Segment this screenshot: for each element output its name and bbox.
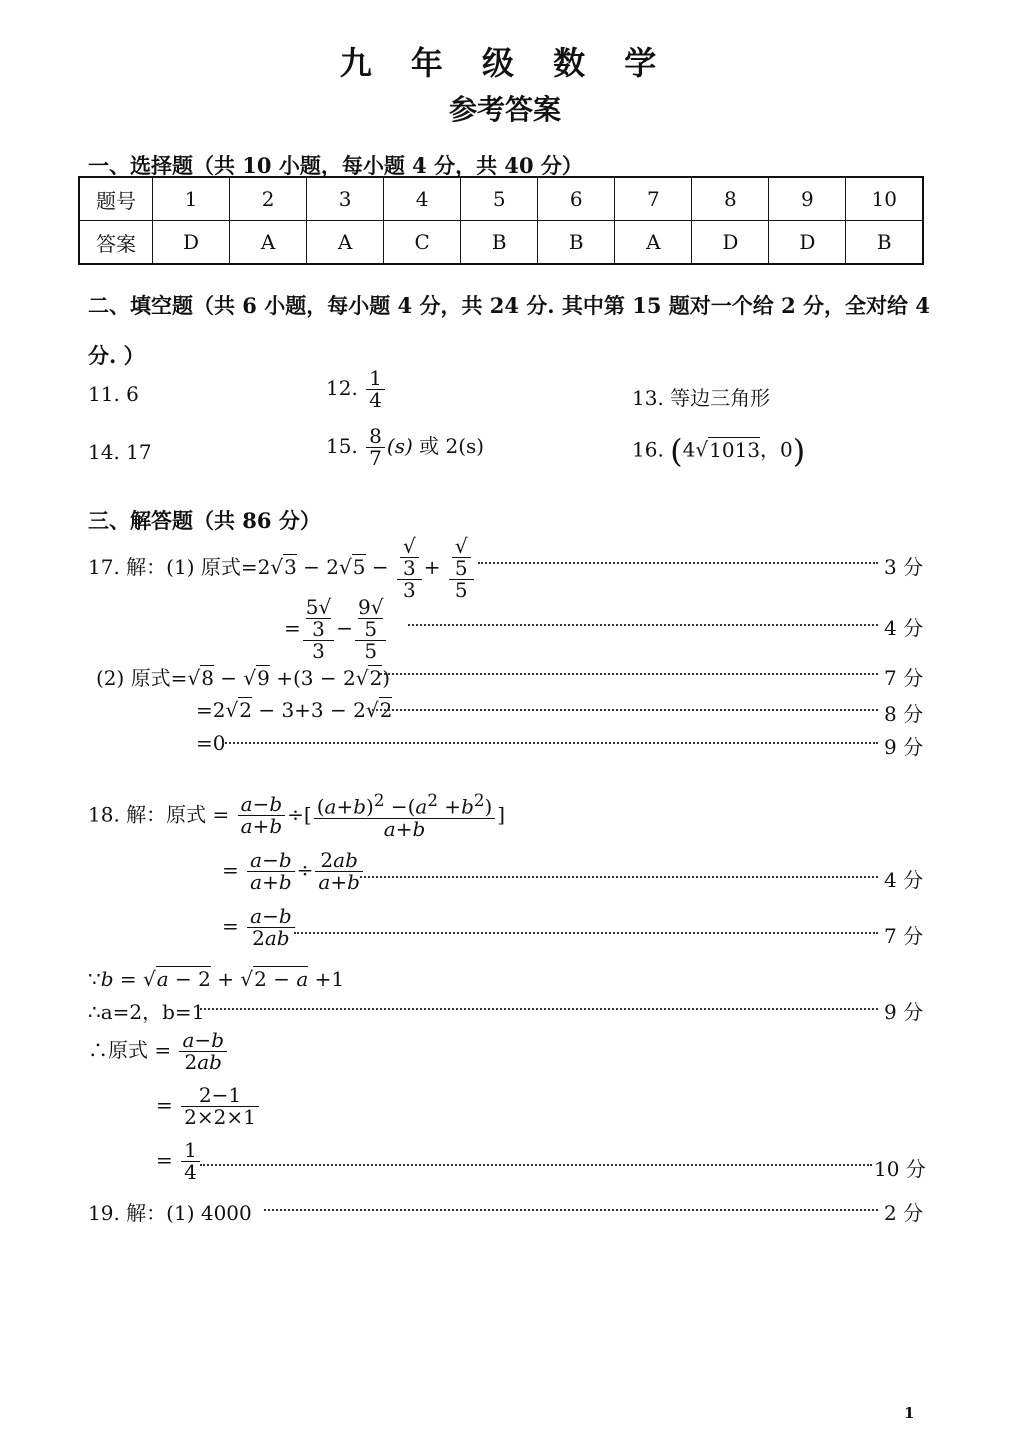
table-cell: 4 [384,177,461,221]
dotted-leader [372,709,878,711]
dotted-leader [408,624,878,626]
score: 9 分 [884,735,924,759]
q11-ans: 6 [126,382,139,406]
table-cell: 9 [769,177,846,221]
table-cell: A [230,221,307,265]
q15-denominator: 7 [369,446,382,470]
q14-ans: 17 [126,440,152,464]
q18-line1: 18. 解：原式 = $\frac{a-b}{a+b}$ ÷[ $\frac{(a+b)^2 -(a^2 +b^2)}{a+b}$ ] [88,791,506,841]
table-cell: 6 [538,177,615,221]
score: 2 分 [884,1201,924,1225]
table-cell: A [307,221,384,265]
q16-open: ( [670,432,683,470]
page-number: 1 [904,1404,915,1422]
f3-bottom: 2×2×1 [184,1105,256,1129]
dotted-leader [360,876,878,878]
answer-14 [88,440,152,464]
page-title: 九 年 级 数 学 [339,44,671,82]
score: 8 分 [884,702,924,726]
q14-num: 14. [88,440,120,464]
q11-num: 11. [88,382,120,406]
q15-fraction [366,426,385,469]
q17-line3: (2) 原式=√8 − √9 +(3 − 2√2) [96,666,391,690]
q15-ans2: 2(s) [445,434,485,458]
dotted-leader [264,1209,878,1211]
q18-line4: ∵b = √a − 2 + √2 − a +1 [88,967,345,991]
section2-heading-1: 二、填空题（共 6 小题，每小题 4 分，共 24 分. 其中第 15 题对一个给 2 分，全对给 4 [88,293,930,318]
therefore-label: ∴原式 = [88,1038,172,1062]
section3-heading: 三、解答题（共 86 分） [88,508,321,533]
q18-line7: = $\frac{2-1}{2\times 2\times 1}$ [156,1085,261,1128]
q19-line1: 19. 解：(1) 4000 [88,1201,252,1225]
page-subtitle: 参考答案 [448,93,561,126]
q12-denominator: 4 [369,388,382,412]
table-cell: B [846,221,923,265]
row-label: 题号 [79,177,153,221]
q18-line3: = $\frac{a-b}{2ab}$ [222,906,297,949]
table-cell: 8 [692,177,769,221]
dotted-leader [200,1164,872,1166]
q15-numerator: 8 [366,426,385,448]
q12-fraction [366,368,385,411]
dotted-leader [380,673,878,675]
q13-num: 13. [632,386,664,410]
row-label: 答案 [79,221,153,265]
dotted-leader [200,1008,878,1010]
q16-close: ) [792,432,806,470]
table-row [79,221,923,265]
score: 7 分 [884,924,924,948]
q17-line1: 17. 解：(1) 原式=2√3 − 2√5 − √ 3 3 + √ 5 5 [88,536,476,601]
because-symbol: ∵ [88,967,101,991]
score: 4 分 [884,616,924,640]
table-cell: 3 [307,177,384,221]
q17-line5: =0 [196,731,226,755]
q17-part2-label: (2) 原式= [96,666,188,690]
q16-radicand: 1013 [709,437,761,462]
q18-line6: ∴原式 = $\frac{a-b}{2ab}$ [88,1030,229,1073]
score: 4 分 [884,868,924,892]
table-cell: 5 [461,177,538,221]
table-row [79,177,923,221]
f3-top: 2−1 [181,1085,259,1107]
section1-heading: 一、选择题（共 10 小题，每小题 4 分，共 40 分） [88,153,583,178]
table-cell: C [384,221,461,265]
f4-bottom: 4 [184,1160,197,1184]
q16-coef: 4 [682,437,696,462]
table-cell: D [769,221,846,265]
q17-line2: = 5√ 3 3 − 9√ 5 5 [284,597,388,662]
q15-or: 或 [419,434,440,458]
table-cell: D [692,221,769,265]
score: 7 分 [884,666,924,690]
q12-numerator: 1 [366,368,385,390]
table-cell: 7 [615,177,692,221]
dotted-leader [222,742,878,744]
score: 3 分 [884,555,924,579]
q12-num: 12. [326,376,358,400]
q18-label: 18. 解：原式 = [88,802,230,827]
q18-line5: ∴a=2，b=1 [88,1000,205,1024]
q17-line4: =2√2 − 3+3 − 2√2 [196,698,393,722]
answer-11 [88,382,139,406]
table-cell: A [615,221,692,265]
table-cell: 1 [153,177,230,221]
answer-table [78,176,924,265]
q16-num: 16. [632,437,664,462]
q16-rest: ，0 [760,437,793,462]
section2-heading-2: 分. ） [88,343,145,368]
table-cell: 10 [846,177,923,221]
table-cell: B [538,221,615,265]
q15-unit: (s) [386,434,413,458]
dotted-leader [294,932,878,934]
dotted-leader [478,562,878,564]
answer-16: 16. (4√1013，0) [632,432,806,470]
q18-line2: = $\frac{a-b}{a+b}$ ÷ $\frac{2ab}{a+b}$ [222,850,365,893]
answer-12 [326,368,387,411]
table-cell: 2 [230,177,307,221]
table-cell: D [153,221,230,265]
q18-line8: = $\frac{1}{4}$ [156,1140,202,1183]
score: 9 分 [884,1000,924,1024]
score: 10 分 [874,1157,926,1181]
q17-label: 17. 解：(1) 原式= [88,555,258,579]
f4-top: 1 [181,1140,200,1162]
q13-ans: 等边三角形 [670,386,771,410]
table-cell: B [461,221,538,265]
answer-13 [632,382,770,411]
q15-num: 15. [326,434,358,458]
answer-15 [326,426,484,469]
